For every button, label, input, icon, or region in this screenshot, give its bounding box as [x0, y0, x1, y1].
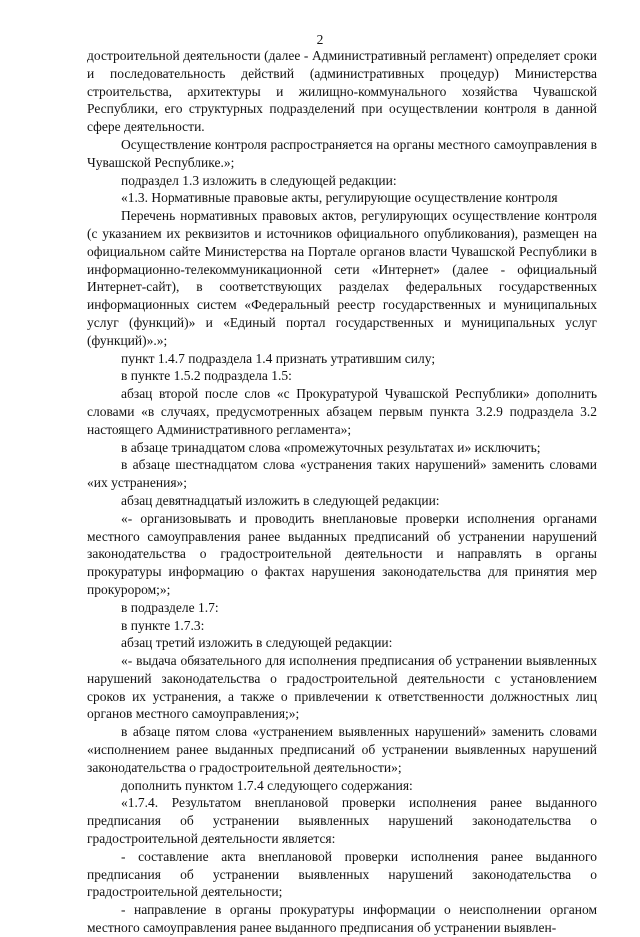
paragraph: - составление акта внеплановой проверки исполнения ранее выданного предписания об устранении выявленных нарушений законодательства о градостроительной деятельности; [87, 848, 597, 900]
paragraph: в абзаце тринадцатом слова «промежуточных результатах и» исключить; [121, 439, 541, 455]
paragraph: «1.3. Нормативные правовые акты, регулирующие осуществление контроля [121, 190, 558, 206]
paragraph: дополнить пунктом 1.7.4 следующего содержания: [121, 777, 413, 793]
paragraph: - направление в органы прокуратуры информации о неисполнении органом местного самоуправления ранее выданного предписания об устранении выявлен- [87, 902, 597, 936]
paragraph: абзац третий изложить в следующей редакции: [121, 635, 393, 651]
paragraph: «1.7.4. Результатом внеплановой проверки исполнения ранее выданного предписания об устранении выявленных нарушений законодательства о градостроительной деятельности является: [87, 795, 597, 847]
paragraph: «- организовывать и проводить внеплановые проверки исполнения органами местного самоуправления ранее выданных предписаний об устранении нарушений законодательства о градостроительной деятельности и направлять в органы прокуратуры информацию о фактах нарушения законодательства для принятия мер прокурором;»; [87, 510, 597, 597]
paragraph: подраздел 1.3 изложить в следующей редакции: [121, 172, 397, 188]
paragraph: Осуществление контроля распространяется на органы местного самоуправления в Чувашской Республике.»; [87, 136, 597, 170]
document-body [87, 47, 597, 937]
paragraph: абзац девятнадцатый изложить в следующей редакции: [121, 492, 440, 508]
page-number: 2 [316, 32, 324, 47]
paragraph: пункт 1.4.7 подраздела 1.4 признать утратившим силу; [121, 350, 436, 366]
paragraph: в пункте 1.7.3: [121, 617, 205, 633]
paragraph: «- выдача обязательного для исполнения предписания об устранении выявленных нарушений законодательства о градостроительной деятельности с установлением сроков их устранения, а также о привлечении к ответственности должностных лиц органов местного самоуправления;»; [87, 653, 597, 722]
paragraph: в пункте 1.5.2 подраздела 1.5: [121, 368, 292, 384]
paragraph: Перечень нормативных правовых актов, регулирующих осуществление контроля (с указанием их реквизитов и источников официального опубликования), размещен на официальном сайте Министерства на Портале органов власти Чувашской Республики в информационно-телекоммуникационной сети «Интернет» (далее - официальный Интернет-сайт), в соответствующих разделах федеральных государственных информационных систем «Федеральный реестр государственных и муниципальных услуг (функций)» и «Единый портал государственных и муниципальных услуг (функций)».»; [87, 208, 597, 348]
paragraph: в абзаце шестнадцатом слова «устранения таких нарушений» заменить словами «их устранения»; [87, 457, 597, 491]
paragraph: в абзаце пятом слова «устранением выявленных нарушений» заменить словами «исполнением ранее выданных предписаний об устранении выявленных нарушений законодательства о градостроительной деятельности»; [87, 724, 597, 775]
paragraph: достроительной деятельности (далее - Административный регламент) определяет сроки и последовательность действий (административных процедур) Министерства строительства, архитектуры и жилищно-коммунального хозяйства Чувашской Республики, его структурных подразделений при осуществлении контроля в данной сфере деятельности. [87, 48, 597, 135]
paragraph: абзац второй после слов «с Прокуратурой Чувашской Республики» дополнить словами «в случаях, предусмотренных абзацем первым пункта 3.2.9 подраздела 3.2 настоящего Административного регламента»; [87, 386, 597, 437]
paragraph: в подразделе 1.7: [121, 599, 219, 615]
